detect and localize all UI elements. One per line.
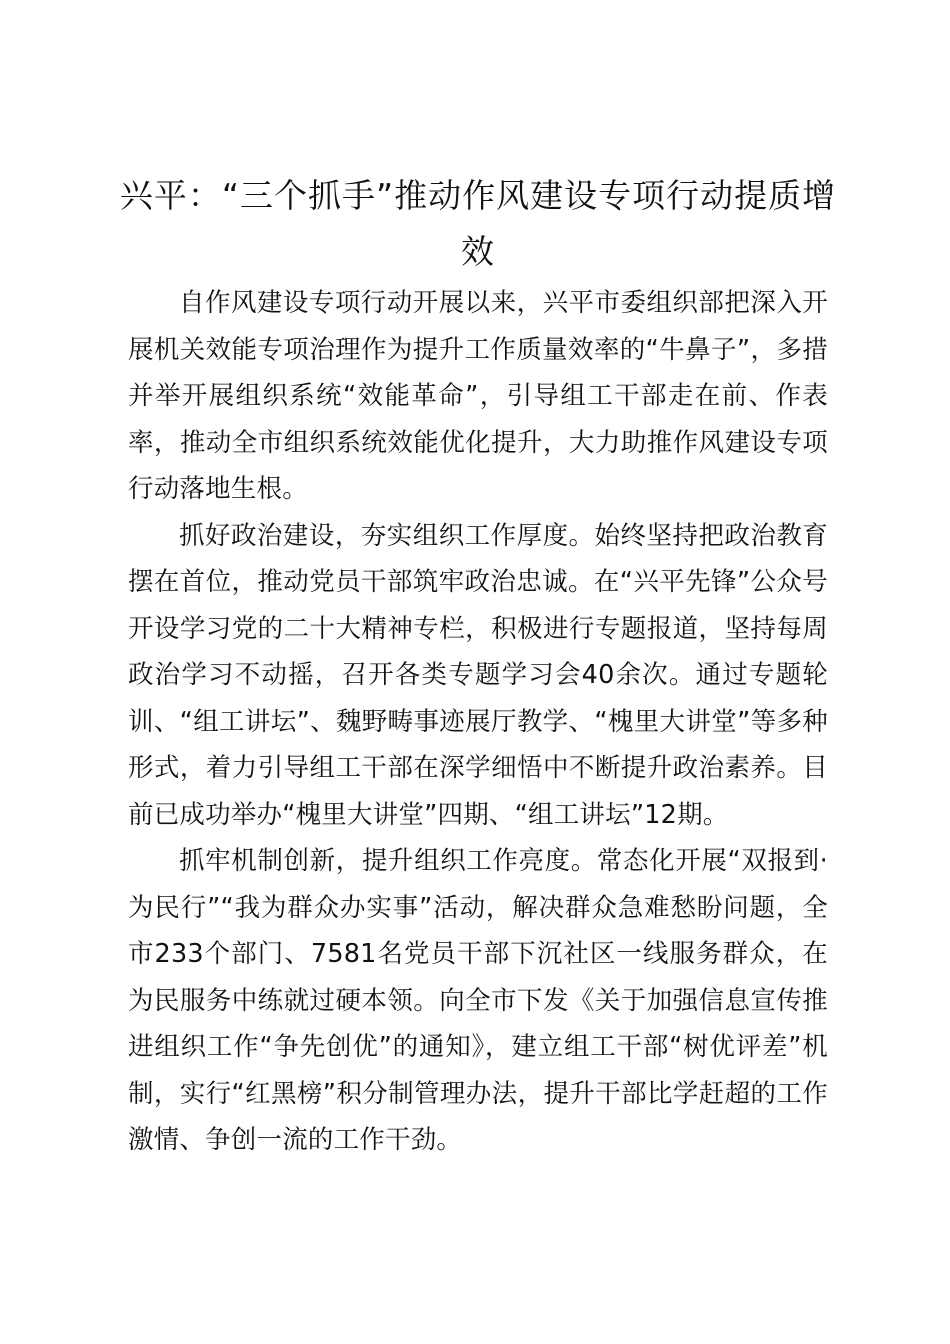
document-title: 兴平：“三个抓手”推动作风建设专项行动提质增效 <box>119 176 837 271</box>
paragraph-intro: 自作风建设专项行动开展以来，兴平市委组织部把深入开展机关效能专项治理作为提升工作质量效率的“牛鼻子”，多措并举开展组织系统“效能革命”，引导组工干部走在前、作表率，推动全市组织系统效能优化提升，大力助推作风建设专项行动落地生根。 <box>128 288 828 504</box>
paragraph-mechanism-innovation: 抓牢机制创新，提升组织工作亮度。常态化开展“双报到·为民行”“我为群众办实事”活动，解决群众急难愁盼问题，全市233个部门、7581名党员干部下沉社区一线服务群众，在为民服务中练就过硬本领。向全市下发《关于加强信息宣传推进组织工作“争先创优”的通知》，建立组工干部“树优评差”机制，实行“红黑榜”积分制管理办法，提升干部比学赶超的工作激情、争创一流的工作干劲。 <box>128 846 828 1155</box>
paragraph-political-building: 抓好政治建设，夯实组织工作厚度。始终坚持把政治教育摆在首位，推动党员干部筑牢政治忠诚。在“兴平先锋”公众号开设学习党的二十大精神专栏，积极进行专题报道，坚持每周政治学习不动摇，召开各类专题学习会40余次。通过专题轮训、“组工讲坛”、魏野畴事迹展厅教学、“槐里大讲堂”等多种形式，着力引导组工干部在深学细悟中不断提升政治素养。目前已成功举办“槐里大讲堂”四期、“组工讲坛”12期。 <box>128 520 828 830</box>
document-body <box>128 280 828 1164</box>
